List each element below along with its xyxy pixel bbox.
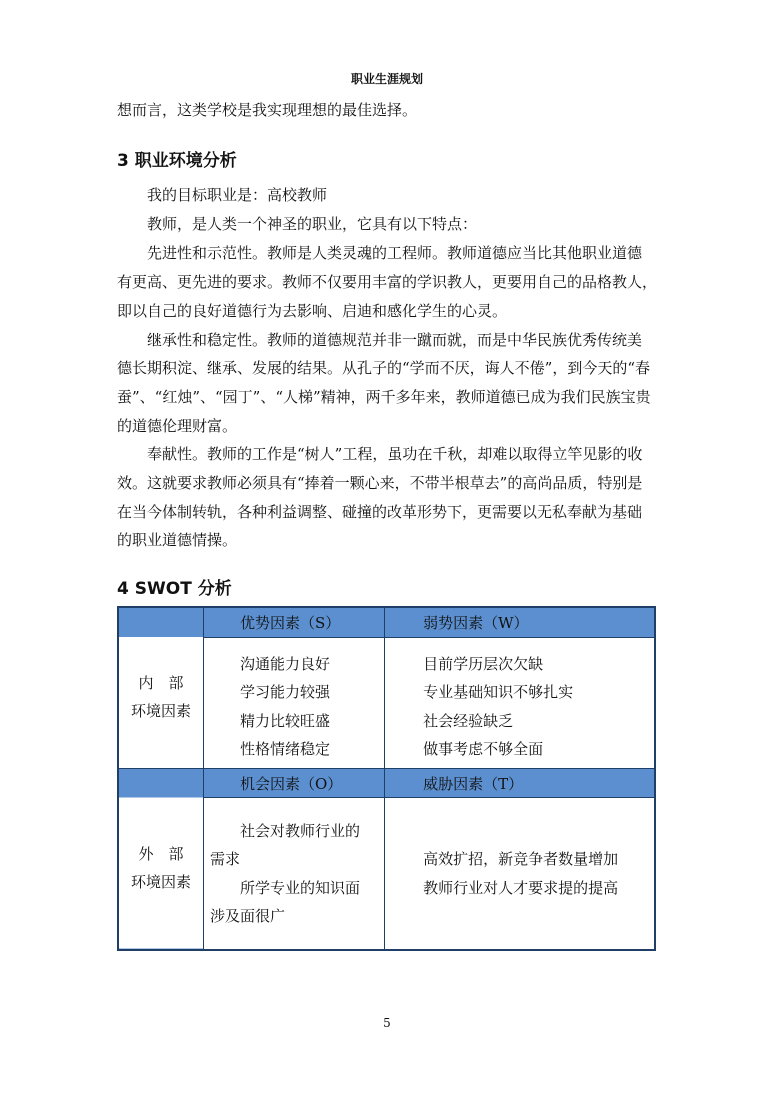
paragraph-2-line: 继承性和稳定性。教师的道德规范并非一蹴而就，而是中华民族优秀传统美 bbox=[147, 331, 643, 349]
target-career: 我的目标职业是：高校教师 bbox=[147, 186, 328, 204]
external-factors-cell bbox=[118, 768, 204, 950]
internal-label-line: 内 部 bbox=[138, 673, 184, 692]
paragraph-3-line: 的职业道德情操。 bbox=[117, 531, 238, 549]
opportunities-header: 机会因素（O） bbox=[204, 768, 385, 798]
threats-cell bbox=[385, 798, 655, 950]
external-label-line: 环境因素 bbox=[130, 872, 191, 891]
threat-item: 教师行业对人才要求提的提高 bbox=[423, 878, 619, 897]
paragraph-2-line: 的道德伦理财富。 bbox=[117, 417, 238, 435]
weakness-item: 社会经验缺乏 bbox=[423, 711, 514, 730]
strengths-header: 优势因素（S） bbox=[204, 607, 385, 637]
opportunity-item: 社会对教师行业的 bbox=[240, 821, 361, 840]
opportunity-item: 所学专业的知识面 bbox=[240, 878, 361, 897]
internal-label-line: 环境因素 bbox=[130, 701, 191, 720]
paragraph-1-line: 先进性和示范性。教师是人类灵魂的工程师。教师道德应当比其他职业道德 bbox=[147, 244, 643, 262]
paragraph-1-line: 有更高、更先进的要求。教师不仅要用丰富的学识教人，更要用自己的品格教人， bbox=[117, 273, 658, 291]
paragraph-3-line: 在当今体制转轨，各种利益调整、碰撞的改革形势下，更需要以无私奉献为基础 bbox=[117, 503, 643, 521]
threat-item: 高效扩招，新竞争者数量增加 bbox=[423, 850, 619, 869]
section-3-heading: 3 职业环境分析 bbox=[117, 151, 237, 171]
paragraph-2-line: 德长期积淀、继承、发展的结果。从孔子的“学而不厌，诲人不倦”，到今天的“春 bbox=[117, 359, 651, 377]
weakness-item: 专业基础知识不够扎实 bbox=[423, 683, 574, 702]
paragraph-1-line: 即以自己的良好道德行为去影响、启迪和感化学生的心灵。 bbox=[117, 302, 508, 320]
intro-line: 想而言，这类学校是我实现理想的最佳选择。 bbox=[117, 101, 418, 119]
paragraph-3-line: 效。这就要求教师必须具有“捧着一颗心来，不带半根草去”的高尚品质，特别是 bbox=[117, 474, 643, 492]
threats-header: 威胁因素（T） bbox=[385, 768, 655, 798]
opportunities-cell bbox=[204, 798, 385, 950]
teacher-intro: 教师，是人类一个神圣的职业，它具有以下特点： bbox=[147, 215, 478, 233]
opportunity-item: 涉及面很广 bbox=[210, 907, 286, 926]
strength-item: 性格情绪稳定 bbox=[240, 740, 331, 759]
weaknesses-cell bbox=[385, 637, 655, 768]
paragraph-3-line: 奉献性。教师的工作是“树人”工程，虽功在千秋，却难以取得立竿见影的收 bbox=[147, 445, 643, 463]
page-number: 5 bbox=[383, 1016, 391, 1030]
weakness-item: 目前学历层次欠缺 bbox=[423, 654, 544, 673]
weakness-item: 做事考虑不够全面 bbox=[423, 740, 544, 759]
section-4-heading: 4 SWOT 分析 bbox=[117, 579, 232, 599]
paragraph-2-line: 蚕”、“红烛”、“园丁”、“人梯”精神，两千多年来，教师道德已成为我们民族宝贵 bbox=[117, 388, 651, 406]
external-label-line: 外 部 bbox=[138, 844, 184, 863]
strengths-cell bbox=[204, 637, 385, 768]
internal-factors-cell bbox=[118, 607, 204, 768]
opportunity-item: 需求 bbox=[210, 850, 241, 869]
weaknesses-header: 弱势因素（W） bbox=[385, 607, 655, 637]
strength-item: 精力比较旺盛 bbox=[240, 711, 331, 730]
page-header: 职业生涯规划 bbox=[350, 72, 423, 86]
strength-item: 学习能力较强 bbox=[240, 683, 331, 702]
swot-table bbox=[117, 606, 656, 951]
strength-item: 沟通能力良好 bbox=[240, 654, 331, 673]
